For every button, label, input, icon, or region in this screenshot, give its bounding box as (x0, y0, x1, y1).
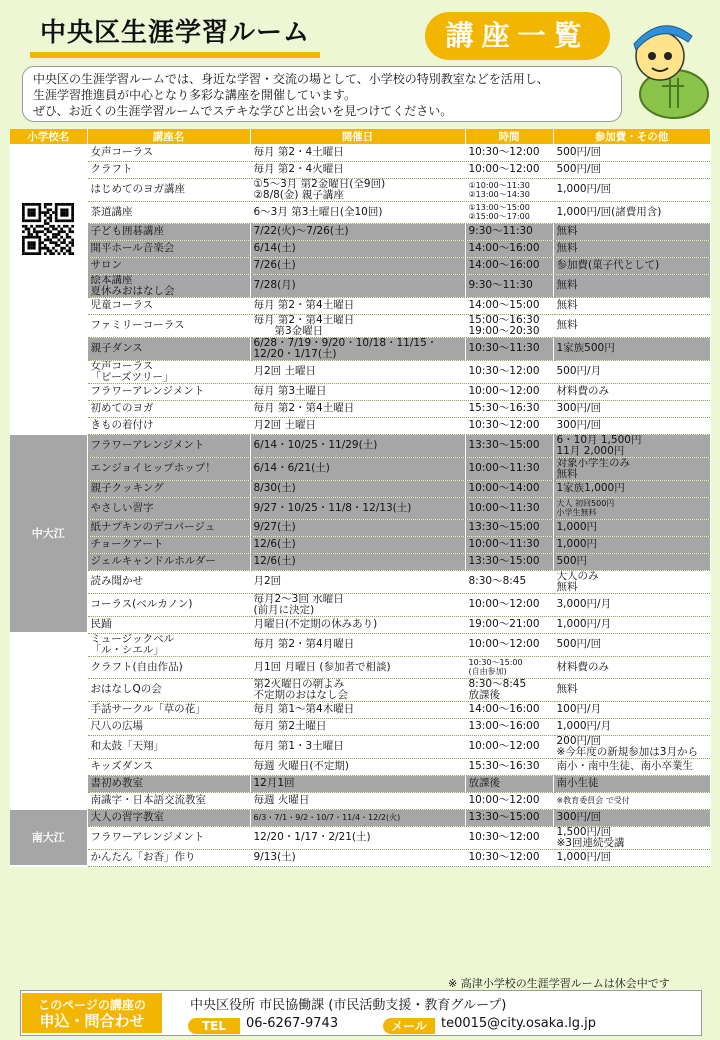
course-fee: 大人 初回500円 小学生無料 (553, 497, 710, 519)
course-date: 6/3・7/1・9/2・10/7・11/4・12/2(火) (250, 809, 465, 826)
table-row (10, 570, 710, 593)
table-row (10, 536, 710, 553)
course-fee: 1,000円/月 (553, 718, 710, 735)
course-time: 10:30～15:00 (自由参加) (465, 656, 553, 678)
contact-office: 中央区役所 市民協働課 (市民活動支援・教育グループ) (190, 998, 507, 1013)
mascot-turtle-icon (622, 16, 710, 120)
course-fee: 無料 (553, 297, 710, 314)
course-time: 15:00～16:30 19:00～20:30 (465, 314, 553, 337)
table-row (10, 553, 710, 570)
course-time: ①10:00～11:30 ②13:00～14:30 (465, 178, 553, 201)
course-date: 7/26(土) (250, 257, 465, 274)
course-fee: 材料費のみ (553, 656, 710, 678)
table-row (10, 383, 710, 400)
course-name: キッズダンス (87, 758, 250, 775)
table-row (10, 314, 710, 337)
course-date: 7/22(火)～7/26(土) (250, 223, 465, 240)
course-fee: 300円/回 (553, 809, 710, 826)
course-fee: 1家族1,000円 (553, 480, 710, 497)
course-date: 12月1回 (250, 775, 465, 792)
course-date: 第2火曜日の朝よみ 不定期のおはなし会 (250, 678, 465, 701)
course-name: フラワーアレンジメント (87, 826, 250, 849)
school-name: 中央 (37, 390, 60, 404)
course-time: 9:30～11:30 (465, 223, 553, 240)
course-fee: 材料費のみ (553, 383, 710, 400)
course-fee: 500円 (553, 553, 710, 570)
table-row (10, 337, 710, 360)
course-date: 月1回 月曜日 (参加者で相談) (250, 656, 465, 678)
course-date: 毎月 第2・第4土曜日 第3金曜日 (250, 314, 465, 337)
col-time: 時間 (465, 129, 553, 144)
course-date: ①5～3月 第2金曜日(全9回) ②8/8(金) 親子講座 (250, 178, 465, 201)
course-table (10, 129, 711, 867)
mail-address[interactable]: te0015@city.osaka.lg.jp (441, 1016, 596, 1031)
table-header (10, 129, 710, 144)
course-time: 放課後 (465, 775, 553, 792)
course-date: 6/28・7/19・9/20・10/18・11/15・ 12/20・1/17(土) (250, 337, 465, 360)
course-time: 10:30～12:00 (465, 417, 553, 434)
course-time: 14:00～15:00 (465, 297, 553, 314)
course-time: 14:00～16:00 (465, 257, 553, 274)
course-fee: 500円/月 (553, 360, 710, 383)
table-row (10, 480, 710, 497)
course-fee: 1,500円/回 ※3回連続受講 (553, 826, 710, 849)
col-course: 講座名 (87, 129, 250, 144)
course-name: ミュージックベル 「ル・シエル」 (87, 633, 250, 656)
contact-label-bottom: 申込・問合わせ (39, 1012, 145, 1030)
course-date: 月2回 土曜日 (250, 417, 465, 434)
course-name: 書初め教室 (87, 775, 250, 792)
contact-label-top: このページの講座の (38, 998, 146, 1012)
table-row (10, 758, 710, 775)
course-name: 紙ナプキンのデコパージュ (87, 519, 250, 536)
table-row (10, 178, 710, 201)
course-name: 読み聞かせ (87, 570, 250, 593)
school-name-cell (10, 360, 87, 434)
course-fee: 南小生徒 (553, 775, 710, 792)
table-row (10, 400, 710, 417)
course-fee: 南小・南中生徒、南小卒業生 (553, 758, 710, 775)
course-time: 13:30～15:00 (465, 809, 553, 826)
course-name: はじめてのヨガ講座 (87, 178, 250, 201)
table-row (10, 519, 710, 536)
course-name: 南識字・日本語交流教室 (87, 792, 250, 809)
course-name: 児童コーラス (87, 297, 250, 314)
course-fee: 300円/回 (553, 400, 710, 417)
course-date: 6～3月 第3土曜日(全10回) (250, 201, 465, 223)
course-name: ファミリーコーラス (87, 314, 250, 337)
course-name: コーラス(ベルカノン) (87, 593, 250, 616)
course-time: 10:30～11:30 (465, 337, 553, 360)
course-name: 親子クッキング (87, 480, 250, 497)
course-time: 10:00～12:00 (465, 161, 553, 178)
school-name: 南大江 (31, 831, 65, 844)
table-row (10, 809, 710, 826)
course-name: 女声コーラス 「ビーズツリー」 (87, 360, 250, 383)
course-name: 和太鼓「天翔」 (87, 735, 250, 758)
course-fee: 1,000円/回 (553, 849, 710, 866)
course-date: 毎月 第2・4土曜日 (250, 144, 465, 161)
course-name: おはなしQの会 (87, 678, 250, 701)
school-name: 開平 (37, 184, 60, 198)
course-date: 毎月 第2・第4月曜日 (250, 633, 465, 656)
table-row (10, 497, 710, 519)
course-fee: 大人のみ 無料 (553, 570, 710, 593)
course-fee: 500円/回 (553, 633, 710, 656)
course-date: 月2回 土曜日 (250, 360, 465, 383)
course-time: 10:30～12:00 (465, 144, 553, 161)
course-time: 10:00～11:30 (465, 536, 553, 553)
table-row (10, 593, 710, 616)
table-row (10, 360, 710, 383)
course-date: 12/20・1/17・2/21(土) (250, 826, 465, 849)
course-time: 13:30～15:00 (465, 519, 553, 536)
table-row (10, 297, 710, 314)
course-time: 14:00～16:00 (465, 701, 553, 718)
course-fee: 200円/回 ※今年度の新規参加は3月から (553, 735, 710, 758)
table-row (10, 434, 710, 457)
course-fee: 1,000円/回 (553, 178, 710, 201)
course-name: 女声コーラス (87, 144, 250, 161)
col-fee: 参加費・その他 (553, 129, 710, 144)
qr-code-icon (22, 203, 74, 255)
course-name: 手話サークル「草の花」 (87, 701, 250, 718)
table-row (10, 775, 710, 792)
school-name-cell (10, 809, 87, 866)
course-date: 毎月 第1～第4木曜日 (250, 701, 465, 718)
course-date: 月2回 (250, 570, 465, 593)
course-fee: 1家族500円 (553, 337, 710, 360)
table-row (10, 201, 710, 223)
course-name: フラワーアレンジメント (87, 383, 250, 400)
table-row (10, 161, 710, 178)
course-fee: 100円/月 (553, 701, 710, 718)
course-time: 10:00～12:00 (465, 735, 553, 758)
course-date: 9/27(土) (250, 519, 465, 536)
course-date: 12/6(土) (250, 553, 465, 570)
intro-text (22, 66, 622, 122)
course-name: エンジョイヒップホップ！ (87, 457, 250, 480)
intro-line: ぜひ、お近くの生涯学習ルームでステキな学びと出会いを見つけてください。 (33, 104, 453, 118)
table-row (10, 240, 710, 257)
course-fee: 1,000円 (553, 519, 710, 536)
course-name: 開平ホール音楽会 (87, 240, 250, 257)
course-time: 13:30～15:00 (465, 553, 553, 570)
course-time: 8:30～8:45 (465, 570, 553, 593)
tel-number[interactable]: 06-6267-9743 (246, 1016, 339, 1031)
course-name: 親子ダンス (87, 337, 250, 360)
course-name: 民踊 (87, 616, 250, 633)
course-date: 毎月 第2・第4土曜日 (250, 400, 465, 417)
course-fee: 対象小学生のみ 無料 (553, 457, 710, 480)
table-row (10, 735, 710, 758)
contact-label (22, 993, 162, 1033)
course-fee: 無料 (553, 274, 710, 297)
course-name: やさしい習字 (87, 497, 250, 519)
table-row (10, 718, 710, 735)
school-name-cell (10, 434, 87, 633)
table-row (10, 417, 710, 434)
course-time: 19:00～21:00 (465, 616, 553, 633)
course-date: 毎週 火曜日 (250, 792, 465, 809)
table-row (10, 257, 710, 274)
course-date: 12/6(土) (250, 536, 465, 553)
course-name: サロン (87, 257, 250, 274)
course-date: 毎月 第3土曜日 (250, 383, 465, 400)
course-fee: 3,000円/月 (553, 593, 710, 616)
course-date: 8/30(土) (250, 480, 465, 497)
course-fee: 1,000円/回(諸費用含) (553, 201, 710, 223)
course-time: 10:00～12:00 (465, 593, 553, 616)
table-row (10, 656, 710, 678)
table-row (10, 701, 710, 718)
course-date: 月曜日(不定期の休みあり) (250, 616, 465, 633)
intro-line: 中央区の生涯学習ルームでは、身近な学習・交流の場として、小学校の特別教室などを活用し、 (33, 72, 549, 86)
course-fee: ※教育委員会 で受付 (553, 792, 710, 809)
course-time: 10:30～12:00 (465, 849, 553, 866)
course-name: 初めてのヨガ (87, 400, 250, 417)
course-time: 13:30～15:00 (465, 434, 553, 457)
course-fee: 無料 (553, 223, 710, 240)
mail-label: メール (383, 1018, 435, 1034)
course-fee: 参加費(菓子代として) (553, 257, 710, 274)
course-date: 毎月 第2・第4土曜日 (250, 297, 465, 314)
course-date: 6/14・6/21(土) (250, 457, 465, 480)
course-name: かんたん「お香」作り (87, 849, 250, 866)
course-name: 子ども囲碁講座 (87, 223, 250, 240)
course-time: 10:00～12:00 (465, 792, 553, 809)
table-row (10, 223, 710, 240)
course-name: フラワーアレンジメント (87, 434, 250, 457)
table-row (10, 792, 710, 809)
intro-line: 生涯学習推進員が中心となり多彩な講座を開催しています。 (33, 88, 357, 102)
list-badge: 講座一覧 (425, 12, 610, 60)
table-body (10, 144, 710, 866)
course-name: クラフト(自由作品) (87, 656, 250, 678)
course-time: 10:00～11:30 (465, 497, 553, 519)
school-name-cell (10, 297, 87, 360)
course-fee: 無料 (553, 240, 710, 257)
table-row (10, 274, 710, 297)
table-row (10, 144, 710, 161)
course-fee: 500円/回 (553, 144, 710, 161)
course-time: ①13:00～15:00 ②15:00～17:00 (465, 201, 553, 223)
course-name: 絵本講座 夏休みおはなし会 (87, 274, 250, 297)
course-name: クラフト (87, 161, 250, 178)
school-name: 南 (42, 714, 54, 728)
course-fee: 6・10月 1,500円 11月 2,000円 (553, 434, 710, 457)
course-fee: 無料 (553, 678, 710, 701)
col-school: 小学校名 (10, 129, 87, 144)
footnote: ※ 高津小学校の生涯学習ルームは休会中です (448, 977, 670, 990)
course-date: 毎月 第2・4火曜日 (250, 161, 465, 178)
course-time: 9:30～11:30 (465, 274, 553, 297)
course-time: 10:00～12:00 (465, 633, 553, 656)
course-fee: 無料 (553, 314, 710, 337)
page-title: 中央区生涯学習ルーム (30, 14, 320, 58)
course-time: 13:00～16:00 (465, 718, 553, 735)
course-fee: 300円/回 (553, 417, 710, 434)
course-date: 毎月 第1・3土曜日 (250, 735, 465, 758)
course-name: 大人の習字教室 (87, 809, 250, 826)
course-date: 毎月 第2土曜日 (250, 718, 465, 735)
course-name: 尺八の広場 (87, 718, 250, 735)
course-time: 14:00～16:00 (465, 240, 553, 257)
course-time: 10:00～14:00 (465, 480, 553, 497)
course-time: 8:30～8:45 放課後 (465, 678, 553, 701)
col-date: 開催日 (250, 129, 465, 144)
course-date: 6/14(土) (250, 240, 465, 257)
course-time: 10:30～12:00 (465, 360, 553, 383)
course-name: きもの着付け (87, 417, 250, 434)
tel-label: TEL (188, 1018, 240, 1034)
course-fee: 500円/回 (553, 161, 710, 178)
course-date: 7/28(月) (250, 274, 465, 297)
table-row (10, 616, 710, 633)
course-date: 毎月2～3回 水曜日 (前月に決定) (250, 593, 465, 616)
course-name: ジェルキャンドルホルダー (87, 553, 250, 570)
course-name: 茶道講座 (87, 201, 250, 223)
course-time: 10:00～12:00 (465, 383, 553, 400)
school-name: 中大江 (31, 527, 65, 540)
course-time: 10:30～12:00 (465, 826, 553, 849)
course-time: 10:00～11:30 (465, 457, 553, 480)
course-fee: 1,000円/月 (553, 616, 710, 633)
table-row (10, 678, 710, 701)
school-name-cell (10, 633, 87, 809)
course-date: 毎週 火曜日(不定期) (250, 758, 465, 775)
table-row (10, 849, 710, 866)
table-row (10, 633, 710, 656)
school-name-cell (10, 144, 87, 297)
course-date: 9/13(土) (250, 849, 465, 866)
table-row (10, 457, 710, 480)
course-date: 9/27・10/25・11/8・12/13(土) (250, 497, 465, 519)
table-row (10, 826, 710, 849)
course-time: 15:30～16:30 (465, 400, 553, 417)
course-date: 6/14・10/25・11/29(土) (250, 434, 465, 457)
course-name: チョークアート (87, 536, 250, 553)
course-fee: 1,000円 (553, 536, 710, 553)
course-time: 15:30～16:30 (465, 758, 553, 775)
school-name: 玉造 (37, 322, 60, 335)
